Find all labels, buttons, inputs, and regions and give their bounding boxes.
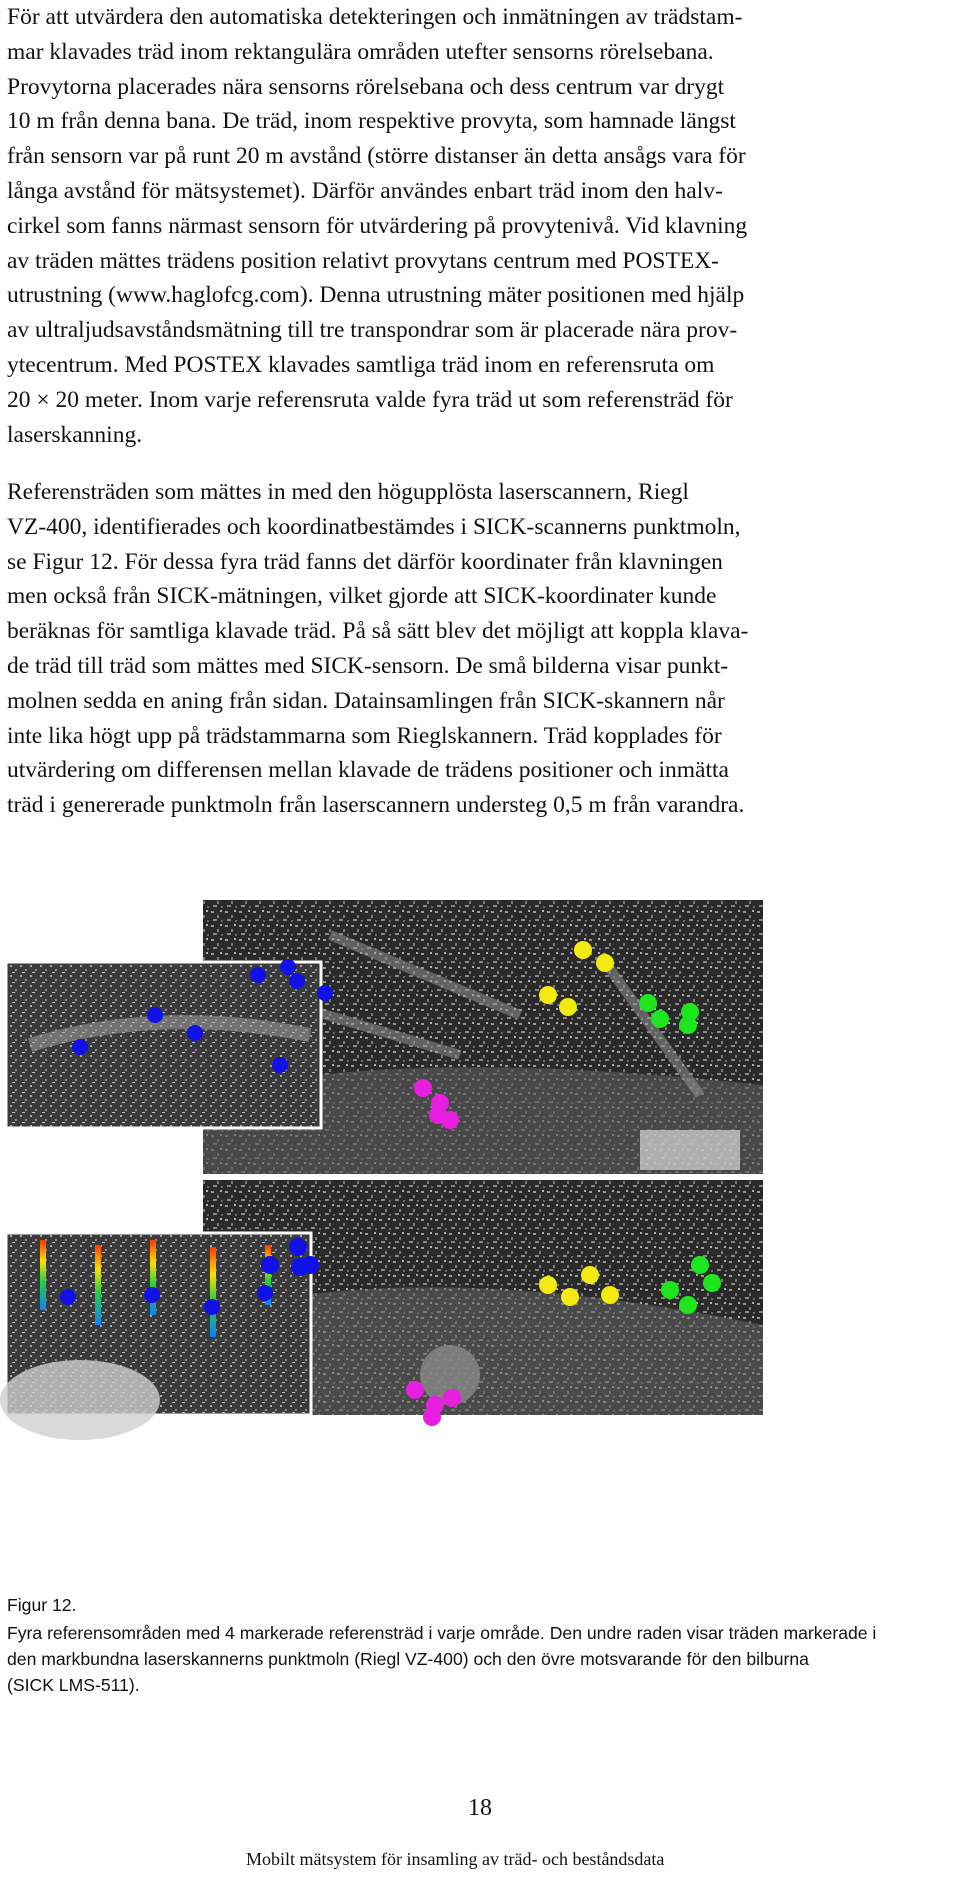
running-footer: Mobilt mätsystem för insamling av träd- och beståndsdata	[246, 1849, 665, 1869]
text-line: från sensorn var på runt 20 m avstånd (större distanser än detta ansågs vara för	[7, 143, 746, 170]
text-line: inte lika högt upp på trädstammarna som Rieglskannern. Träd kopplades för	[7, 722, 722, 749]
figure-label: Figur 12.	[7, 1595, 77, 1615]
text-line: VZ-400, identifierades och koordinatbestämdes i SICK-scannerns punktmoln,	[7, 513, 741, 540]
text-line: beräknas för samtliga klavade träd. På så sätt blev det möjligt att koppla klava-	[7, 618, 749, 645]
body-paragraph-2	[7, 475, 955, 823]
point-cloud-inset-top	[6, 962, 321, 1128]
body-paragraph-1	[7, 0, 955, 452]
text-line: långa avstånd för mätsystemet). Därför användes enbart träd inom den halv-	[7, 177, 723, 204]
text-line: träd i genererade punktmoln från laserscannern understeg 0,5 m från varandra.	[7, 792, 745, 819]
text-line: av träden mättes trädens position relativt provytans centrum med POSTEX-	[7, 247, 720, 274]
page-number: 18	[468, 1795, 492, 1821]
text-line: molnen sedda en aning från sidan. Datainsamlingen från SICK-skannern når	[7, 687, 725, 714]
text-line: utvärdering om differensen mellan klavade de trädens positioner och inmätta	[7, 757, 729, 784]
text-line: se Figur 12. För dessa fyra träd fanns det därför koordinater från klavningen	[7, 548, 723, 575]
text-line: För att utvärdera den automatiska detekteringen och inmätningen av trädstam-	[7, 4, 743, 30]
text-line: utrustning (www.haglofcg.com). Denna utrustning mäter positionen med hjälp	[7, 282, 745, 309]
text-line: den markbundna laserskannerns punktmoln (Riegl VZ-400) och den övre motsvarande för den bilburna	[7, 1649, 809, 1669]
text-line: Fyra referensområden med 4 markerade referensträd i varje område. Den undre raden visar träden markerade i	[7, 1623, 877, 1643]
text-line: 10 m från denna bana. De träd, inom respektive provyta, som hamnade längst	[7, 108, 736, 135]
text-line: Provytorna placerades nära sensorns rörelsebana och dess centrum var drygt	[7, 73, 725, 100]
text-line: cirkel som fanns närmast sensorn för utvärdering på provytenivå. Vid klavning	[7, 212, 748, 239]
figure-point-cloud-image	[0, 895, 960, 1575]
text-line: mar klavades träd inom rektangulära områden utefter sensorns rörelsebana.	[7, 38, 714, 65]
text-line: av ultraljudsavståndsmätning till tre transpondrar som är placerade nära prov-	[7, 317, 738, 344]
figure-caption	[7, 1620, 955, 1698]
text-line: (SICK LMS-511).	[7, 1675, 140, 1695]
text-line: de träd till träd som mättes med SICK-sensorn. De små bilderna visar punkt-	[7, 652, 729, 679]
text-line: men också från SICK-mätningen, vilket gjorde att SICK-koordinater kunde	[7, 583, 717, 610]
text-line: 20 × 20 meter. Inom varje referensruta valde fyra träd ut som referensträd för	[7, 386, 733, 413]
text-line: Referensträden som mättes in med den högupplösta laserscannern, Riegl	[7, 479, 689, 505]
text-line: laserskanning.	[7, 421, 143, 448]
text-line: ytecentrum. Med POSTEX klavades samtliga träd inom en referensruta om	[7, 351, 715, 378]
